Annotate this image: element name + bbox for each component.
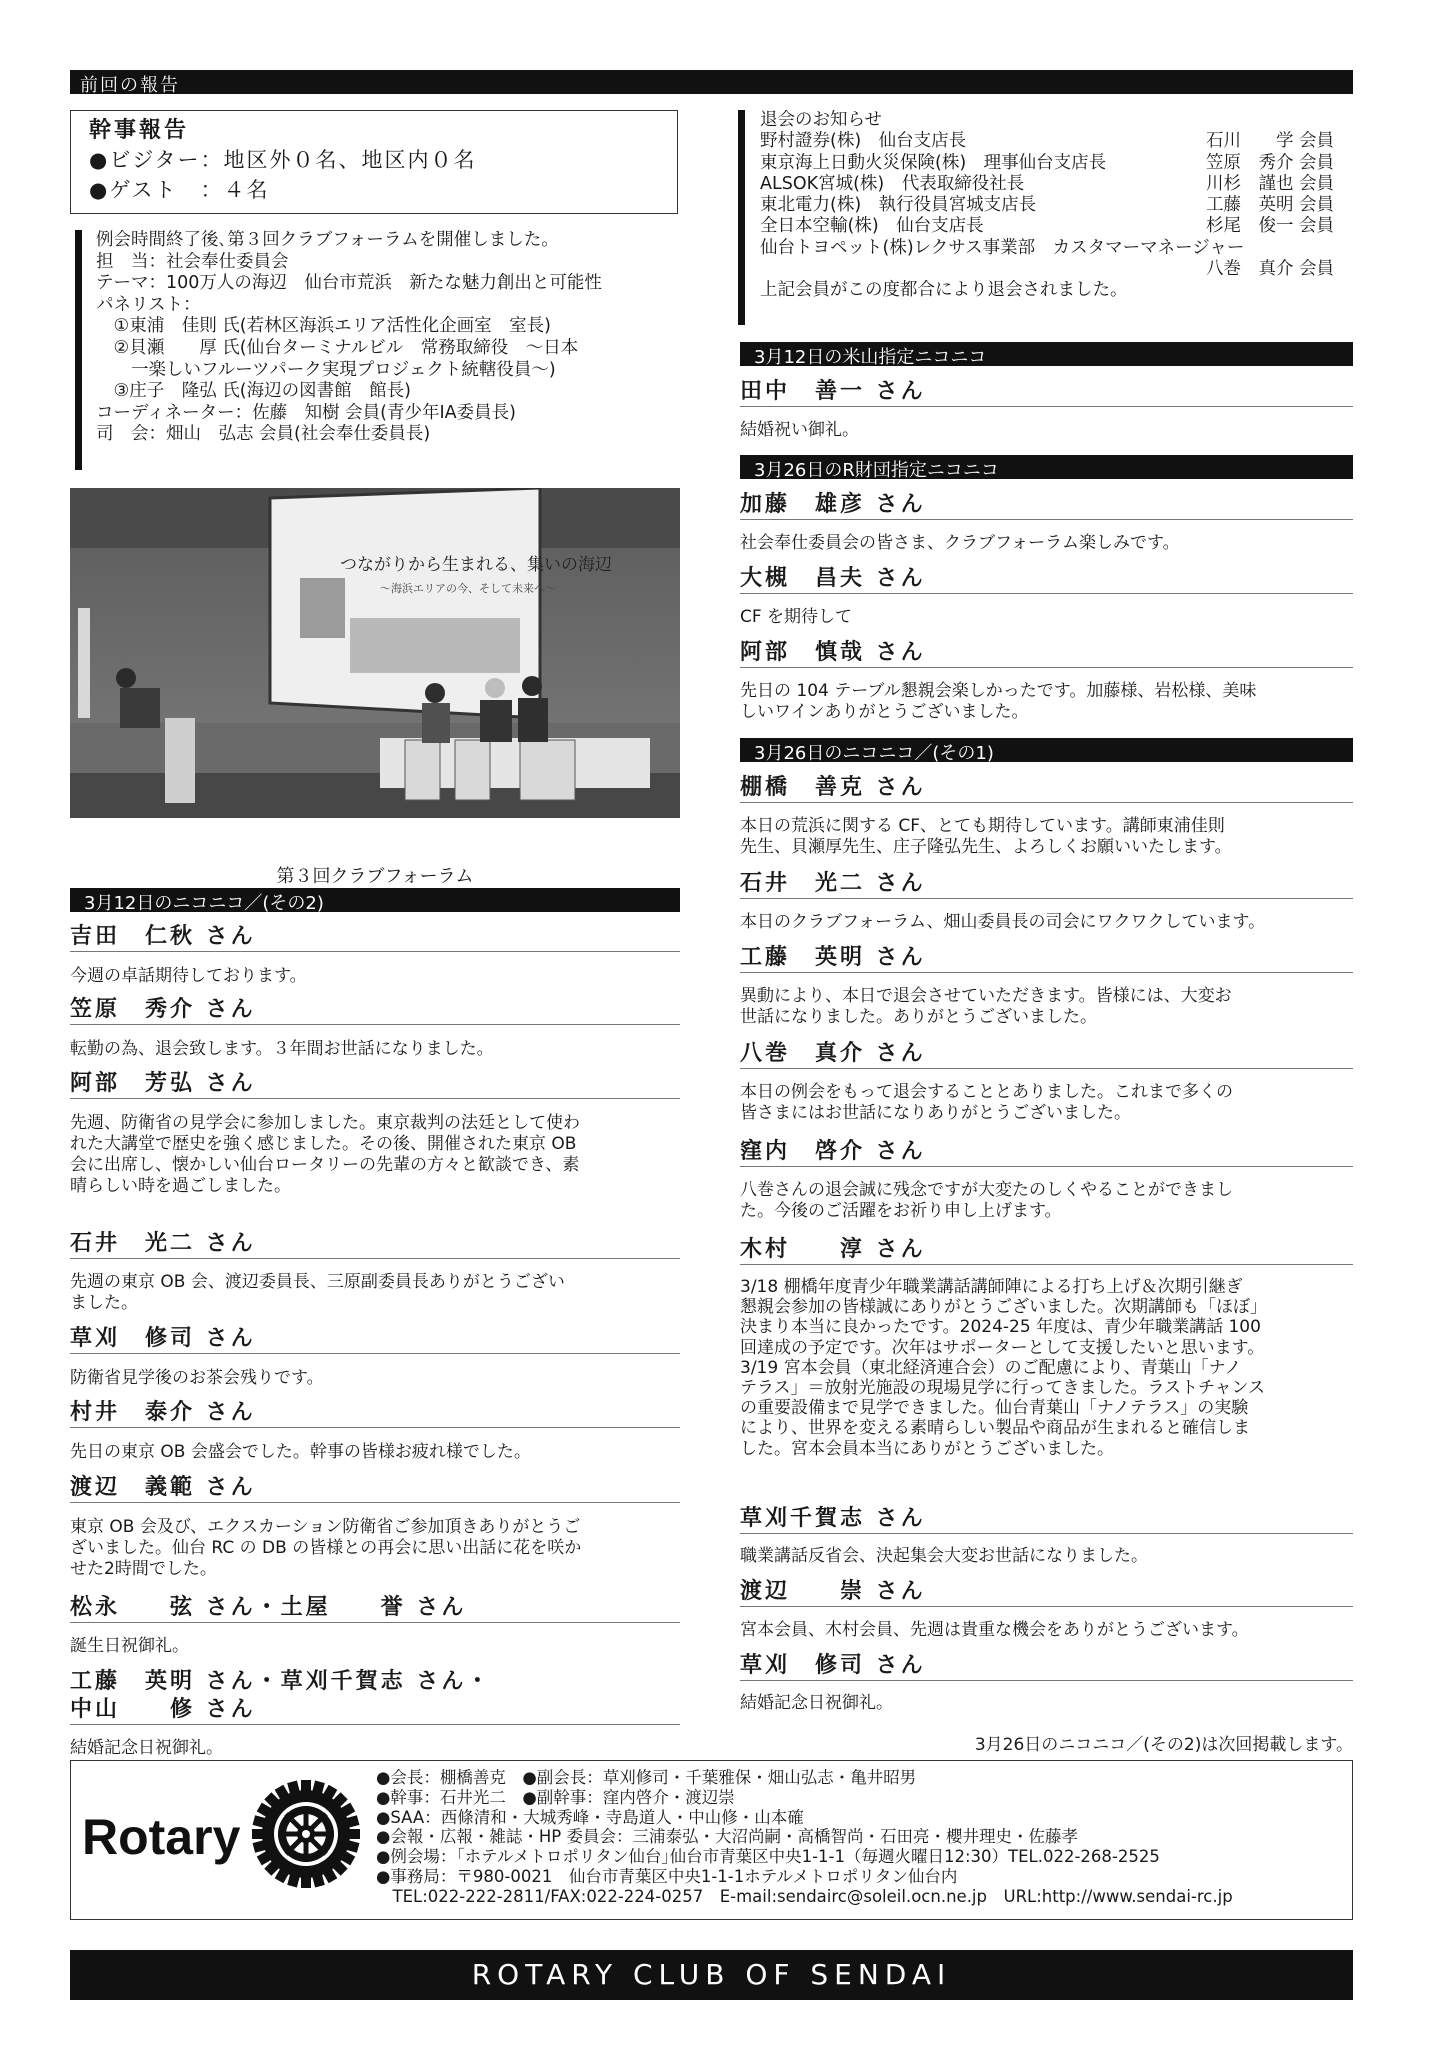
entry-divider [740, 1166, 1353, 1167]
entry-message-line: テラス」＝放射光施設の現場見学に行ってきました。ラストチャンス [740, 1378, 1265, 1399]
retirement-member: 石川 学 会員 [1206, 131, 1335, 152]
entry-message [70, 1517, 690, 1580]
retirement-note: 上記会員がこの度都合により退会されました。 [760, 280, 1128, 301]
forum-line: パネリスト： [96, 294, 201, 315]
entry-message-line: ざいました。仙台 RC の DB の皆様との再会に思い出話に花を咲か [70, 1538, 582, 1558]
retirement-row [760, 238, 1356, 259]
secretary-report-title: 幹事報告 [89, 118, 190, 143]
footer-line: ●会報・広報・雑誌・HP 委員会：三浦泰弘・大沼尚嗣・高橋智尚・石田亮・櫻井理史・佐藤孝 [376, 1827, 1078, 1847]
entry-message-line: せた2時間でした。 [70, 1559, 217, 1579]
entry-message-line: 3/18 棚橋年度青少年職業講話講師陣による打ち上げ＆次期引継ぎ [740, 1277, 1243, 1297]
entry-divider [70, 1427, 680, 1428]
entry-divider [70, 1622, 680, 1623]
retirement-org: 東京海上日動火災保険(株) 理事仙台支店長 [760, 152, 1107, 173]
entry-message-line: 今週の卓話期待しております。 [70, 966, 307, 986]
retirement-member: 八巻 真介 会員 [1206, 259, 1335, 280]
entry-divider [740, 972, 1353, 973]
entry-message [740, 533, 1353, 554]
entry-message-line: 本日の荒浜に関する CF、とても期待しています。講師東浦佳則 [740, 816, 1225, 836]
entry-message [740, 1546, 1360, 1567]
entry-message-line: 3/19 宮本会員（東北経済連合会）のご配慮により、青葉山「ナノ [740, 1357, 1242, 1378]
entry-divider [70, 1098, 680, 1099]
entry-message [70, 1039, 680, 1060]
entry-name: 笠原 秀介 さん [70, 997, 256, 1022]
entry-message-line: 結婚記念日祝御礼。 [70, 1738, 223, 1758]
entry-name-continued: 中山 修 さん [70, 1697, 256, 1722]
retirement-row [760, 259, 1356, 280]
entry-message-line: 晴らしい時を過ごしました。 [70, 1176, 291, 1196]
entry-message [70, 1636, 680, 1657]
right-section-header [740, 738, 1353, 762]
secretary-report-box [70, 110, 678, 214]
entry-name: 草刈千賀志 さん [740, 1506, 926, 1531]
right-section-title: 3月26日のR財団指定ニコニコ [754, 460, 999, 481]
entry-name: 村井 泰介 さん [70, 1400, 256, 1425]
entry-message-line: 八巻さんの退会誠に残念ですが大変たのしくやることができまし [740, 1180, 1233, 1200]
forum-side-bar [75, 230, 82, 470]
entry-divider [740, 519, 1353, 520]
entry-name: 吉田 仁秋 さん [70, 924, 256, 949]
entry-message [740, 986, 1360, 1028]
entry-message-line: 世話になりました。ありがとうございました。 [740, 1007, 1097, 1027]
photo-caption: 第３回クラブフォーラム [276, 866, 474, 887]
entry-message-line: により、世界を変える素晴らしい製品や商品が生まれると確信しま [740, 1418, 1250, 1439]
entry-message-line: しいワインありがとうございました。 [740, 702, 1029, 722]
entry-message [70, 966, 680, 987]
footer-line: ●例会場：｢ホテルメトロポリタン仙台｣仙台市青葉区中央1-1-1（毎週火曜日12:30）TEL.022-268-2525 [376, 1847, 1160, 1867]
slide-title: つながりから生まれる、集いの海辺 [340, 555, 612, 575]
entry-name: 田中 善一 さん [740, 379, 926, 404]
entry-message [740, 1620, 1360, 1641]
entry-message [70, 1738, 680, 1759]
entry-message-line: 本日の例会をもって退会することとありました。これまで多くの [740, 1082, 1233, 1102]
entry-name: 石井 光二 さん [70, 1231, 256, 1256]
entry-message [740, 1693, 1360, 1714]
entry-message-line: 結婚記念日祝御礼。 [740, 1693, 893, 1713]
visitor-count: ●ビジター：地区外０名、地区内０名 [89, 148, 477, 172]
forum-line: 司 会：畑山 弘志 会員(社会奉仕委員長) [96, 424, 431, 445]
left-section-title: 3月12日のニコニコ／(その2) [84, 893, 324, 914]
entry-divider [70, 1724, 680, 1725]
entry-message [70, 1272, 690, 1314]
entry-name: 渡辺 崇 さん [740, 1579, 926, 1604]
entry-name: 木村 淳 さん [740, 1237, 926, 1262]
forum-line: 例会時間終了後､第３回クラブフォーラムを開催しました。 [96, 230, 559, 250]
entry-message [740, 912, 1360, 933]
retirement-notice [760, 110, 1356, 302]
entry-message-line: 誕生日祝御礼。 [70, 1636, 189, 1656]
entry-message-line: の重要設備まで見学できました。仙台青葉山「ナノテラス」の実験 [740, 1398, 1249, 1419]
entry-divider [70, 1353, 680, 1354]
forum-line: ①東浦 佳則 氏(若林区海浜エリア活性化企画室 室長) [96, 316, 551, 337]
entry-message [70, 1442, 680, 1463]
entry-message [70, 1368, 680, 1389]
entry-message [740, 607, 1353, 628]
retirement-member: 杉尾 俊一 会員 [1206, 216, 1335, 237]
entry-name: 草刈 修司 さん [740, 1653, 926, 1678]
entry-divider [740, 593, 1353, 594]
entry-message-line: ました。 [70, 1293, 138, 1313]
entry-message [70, 1113, 690, 1197]
footer-line: ●SAA：西條清和・大城秀峰・寺島道人・中山修・山本確 [376, 1807, 804, 1827]
entry-message [740, 1277, 1360, 1459]
entry-name: 阿部 芳弘 さん [70, 1071, 256, 1096]
footer-line: TEL:022-222-2811/FAX:022-224-0257 E-mail:sendairc@soleil.ocn.ne.jp URL:http://www.sendai-rc.jp [376, 1886, 1233, 1906]
slide-subtitle: ～海浜エリアの今、そして未来へ～ [380, 582, 556, 595]
retirement-member: 工藤 英明 会員 [1206, 195, 1335, 216]
entry-name: 棚橋 善克 さん [740, 775, 926, 800]
forum-line: ③庄子 隆弘 氏(海辺の図書館 館長) [96, 381, 411, 402]
entry-message-line: 防衛省見学後のお茶会残りです。 [70, 1368, 324, 1388]
forum-line: ②貝瀬 厚 氏(仙台ターミナルビル 常務取締役 ～日本 [96, 337, 579, 358]
section-header [70, 70, 1353, 94]
entry-divider [740, 1680, 1353, 1681]
entry-message-line: 先週の東京 OB 会、渡辺委員長、三原副委員長ありがとうござい [70, 1272, 565, 1292]
entry-name: 窪内 啓介 さん [740, 1139, 926, 1164]
entry-name: 石井 光二 さん [740, 871, 926, 896]
footer-line: ●事務局：〒980-0021 仙台市青葉区中央1-1-1ホテルメトロポリタン仙台内 [376, 1866, 958, 1886]
retirement-org: 野村證券(株) 仙台支店長 [760, 131, 967, 152]
entry-message-line: 先日の 104 テーブル懇親会楽しかったです。加藤様、岩松様、美味 [740, 681, 1257, 701]
entry-divider [740, 1606, 1353, 1607]
retirement-member: 笠原 秀介 会員 [1206, 152, 1335, 173]
entry-name: 工藤 英明 さん・草刈千賀志 さん・ [70, 1669, 492, 1694]
entry-message-line: 転勤の為、退会致します。３年間お世話になりました。 [70, 1039, 494, 1059]
forum-photo-illustration [70, 488, 680, 818]
entry-message-line: 異動により、本日で退会させていただきます。皆様には、大変お [740, 986, 1232, 1006]
entry-message-line: 会に出席し、懐かしい仙台ロータリーの先輩の方々と歓談でき、素 [70, 1155, 580, 1175]
entry-divider [740, 1068, 1353, 1069]
entry-divider [70, 951, 680, 952]
entry-divider [740, 898, 1353, 899]
section-header-title: 前回の報告 [80, 75, 180, 96]
entry-name: 草刈 修司 さん [70, 1326, 256, 1351]
entry-message [740, 1180, 1360, 1222]
entry-divider [740, 1533, 1353, 1534]
rotary-wheel-icon [252, 1780, 360, 1888]
entry-message [740, 420, 1353, 441]
club-name: ROTARY CLUB OF SENDAI [471, 1958, 952, 1991]
footer-line: ●会長：棚橋善克 ●副会長：草刈修司・千葉雅保・畑山弘志・亀井昭男 [376, 1768, 917, 1787]
entry-divider [70, 1258, 680, 1259]
entry-message [740, 1082, 1360, 1124]
entry-message [740, 681, 1360, 723]
retire-side-bar [738, 110, 745, 325]
retirement-org: ALSOK宮城(株) 代表取締役社長 [760, 173, 1025, 194]
entry-divider [70, 1024, 680, 1025]
entry-name: 加藤 雄彦 さん [740, 492, 926, 517]
entry-divider [740, 667, 1353, 668]
retirement-member: 川杉 謹也 会員 [1206, 173, 1335, 194]
entry-name: 大槻 昌夫 さん [740, 566, 926, 591]
entry-message-line: た。今後のご活躍をお祈り申し上げます。 [740, 1201, 1062, 1221]
forum-line: テーマ：100万人の海辺 仙台市荒浜 新たな魅力創出と可能性 [96, 273, 602, 294]
entry-message-line: 皆さまにはお世話になりありがとうございました。 [740, 1103, 1131, 1123]
left-section-header [70, 888, 680, 912]
right-section-header [740, 455, 1353, 479]
entry-divider [740, 406, 1353, 407]
entry-message-line: 東京 OB 会及び、エクスカーション防衛省ご参加頂きありがとうご [70, 1517, 581, 1537]
retirement-row [760, 174, 1356, 195]
entry-message-line: 決まり本当に良かったです。2024-25 年度は、青少年職業講話 100 [740, 1317, 1261, 1338]
entry-message-line: した。宮本会員本当にありがとうございました。 [740, 1438, 1114, 1459]
forum-line: コーディネーター：佐藤 知樹 会員(青少年IA委員長) [96, 402, 516, 423]
club-name-banner [70, 1950, 1353, 2000]
entry-name: 工藤 英明 さん [740, 945, 926, 970]
footer-line: ●幹事：石井光二 ●副幹事：窪内啓介・渡辺崇 [376, 1787, 735, 1807]
entry-message-line: 職業講話反省会、決起集会大変お世話になりました。 [740, 1546, 1148, 1566]
entry-name: 阿部 慎哉 さん [740, 640, 926, 665]
entry-name: 松永 弦 さん・土屋 誉 さん [70, 1595, 467, 1620]
retirement-org: 仙台トヨペット(株)レクサス事業部 カスタマーマネージャー [760, 237, 1245, 258]
entry-name: 八巻 真介 さん [740, 1041, 926, 1066]
entry-message-line: れた大講堂で歴史を強く感じました。その後、開催された東京 OB [70, 1134, 577, 1154]
right-section-header [740, 342, 1353, 366]
entry-message-line: 先生、貝瀬厚先生、庄子隆弘先生、よろしくお願いいたします。 [740, 837, 1232, 857]
forum-line: 一楽しいフルーツパーク実現プロジェクト統轄役員～) [96, 359, 556, 380]
rotary-logo-text: Rotary [82, 1809, 241, 1865]
retirement-org: 全日本空輸(株) 仙台支店長 [760, 216, 984, 237]
forum-info [96, 230, 686, 446]
guest-count: ●ゲスト ：４名 [89, 178, 270, 202]
forum-photo [70, 488, 680, 818]
club-officers-info [376, 1768, 1233, 1907]
retirement-row [760, 216, 1356, 237]
entry-message-line: 先週、防衛省の見学会に参加しました。東京裁判の法廷として使わ [70, 1113, 580, 1133]
entry-message-line: 社会奉仕委員会の皆さま、クラブフォーラム楽しみです。 [740, 533, 1180, 553]
retirement-org: 東北電力(株) 執行役員宮城支店長 [760, 195, 1037, 216]
retirement-row [760, 195, 1356, 216]
right-section-title: 3月26日のニコニコ／(その1) [754, 743, 994, 764]
entry-name: 渡辺 義範 さん [70, 1475, 256, 1500]
entry-divider [70, 1502, 680, 1503]
entry-message-line: CF を期待して [740, 607, 853, 627]
retirement-row [760, 131, 1356, 152]
entry-message-line: 回達成の予定です。次年はサポーターとして支援したいと思います。 [740, 1337, 1265, 1358]
entry-divider [740, 802, 1353, 803]
continued-note: 3月26日のニコニコ／(その2)は次回掲載します。 [974, 1735, 1353, 1755]
right-section-title: 3月12日の米山指定ニコニコ [754, 347, 987, 368]
entry-message-line: 宮本会員、木村会員、先週は貴重な機会をありがとうございます。 [740, 1620, 1249, 1640]
entry-message-line: 結婚祝い御礼。 [740, 420, 859, 440]
entry-message-line: 懇親会参加の皆様誠にありがとうございました。次期講師も「ほぼ」 [740, 1297, 1267, 1318]
entry-divider [740, 1264, 1353, 1265]
entry-message [740, 816, 1360, 858]
entry-message-line: 先日の東京 OB 会盛会でした。幹事の皆様お疲れ様でした。 [70, 1442, 531, 1462]
entry-message-line: 本日のクラブフォーラム、畑山委員長の司会にワクワクしています。 [740, 912, 1266, 932]
retirement-title: 退会のお知らせ [760, 110, 882, 130]
retirement-row [760, 153, 1356, 174]
forum-line: 担 当：社会奉仕委員会 [96, 251, 289, 272]
